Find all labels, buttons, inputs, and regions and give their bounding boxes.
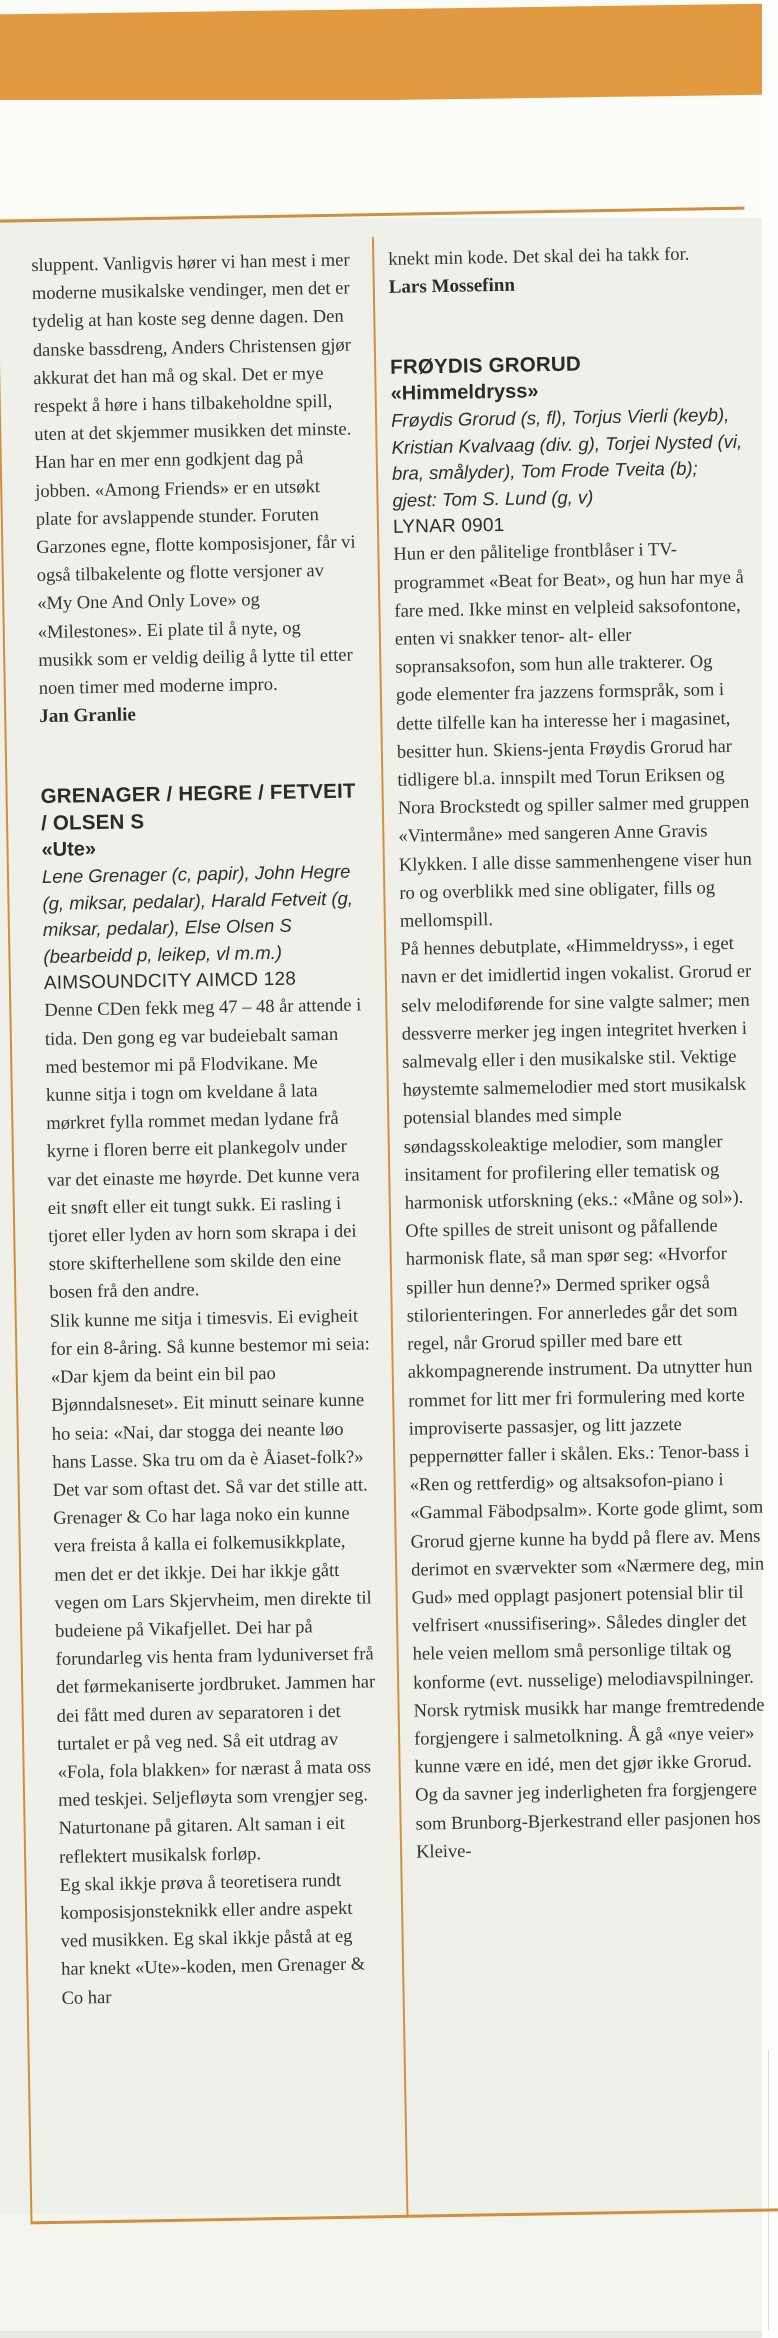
review-text-paragraph: sluppent. Vanligvis hører vi han mest i mer moderne musikalske vendinger, men det er tydelig at han koste seg denne dagen. Den danske bassdreng, Anders Christensen gjør akkurat det han må og skal. Det er mye respekt å høre i hans tilbakeholdne spill, uten at det skjemmer musikken det minste. Han har en mer enn godkjent dag på jobben. «Among Friends» er en utsøkt plate for avslappende stunder. Foruten Garzones egne, flotte komposisjoner, får vi også tilbakelente og flotte versjoner av «My One And Only Love» og «Milestones». Ei plate til å nyte, og musikk som er veldig deilig å lytte til etter noen timer med moderne impro. bbox=[31, 250, 356, 700]
reviewer-byline: Jan Granlie bbox=[39, 704, 136, 728]
right-column bbox=[388, 240, 771, 1867]
review-text-paragraph: Slik kunne me sitja i timesvis. Ei evigheit for ein 8-åring. Så kunne bestemor mi seia: «Dar kjem da beint ein bil pao Bjønndalsneset». Eit minutt seinare kunne ho seia: «Nai, dar stogga dei neante løo hans Lasse. Ska tru om da è Åiaset-folk?» Det var som oftast det. Så var det stille att. bbox=[49, 1306, 370, 1501]
left-column bbox=[31, 247, 382, 2013]
catalog-number: LYNAR 0901 bbox=[392, 515, 505, 539]
musician-credits: Lene Grenager (c, papir), John Hegre (g, miksar, pedalar), Harald Fetveit (g, miksar, pedalar), Else Olsen S (bearbeidd p, leikep, vl m.m.) bbox=[41, 861, 354, 967]
content-frame bbox=[0, 206, 778, 2226]
album-title: «Ute» bbox=[41, 838, 97, 862]
review-text-paragraph: Hun er den pålitelige frontblåser i TV-programmet «Beat for Beat», og hun har mye å fare med. Ikke minst en velpleid saksofontone, enten vi snakker tenor- alt- eller sopransaksofon, som hun alle trakterer. Og gode elementer fra jazzens formspråk, som i dette tilfelle kan ha interesse her i magasinet, besitter hun. Skiens-jenta Frøydis Grorud har tidligere bl.a. innspilt med Torun Eriksen og Nora Brockstedt og spiller salmer med gruppen «Vintermåne» med sangeren Anne Gravis Klykken. I alle disse sammenhengene viser hun ro og overblikk med sine obligater, fills og mellomspill. bbox=[393, 540, 752, 932]
review-artist-heading: FRØYDIS GRORUD bbox=[389, 352, 582, 380]
review-text-paragraph: På hennes debutplate, «Himmeldryss», i eget navn er det imidlertid ingen vokalist. Grorud er selv melodiførende for sine valgte salmer; men dessverre merker jeg ingen integritet hverken i salmevalg eller i den musikalske stil. Vektige høystemte salmemelodier med stort musikalsk potensial blandes med simple søndagsskoleaktige melodier, som mangler insitament for profilering eller tematisk og harmonisk utforskning (eks.: «Måne og sol»). Ofte spilles de streit unisont og påfallende harmonisk flate, så man spør seg: «Hvorfor spiller hun denne?» Dermed spriker også stilorienteringen. For annerledes går det som regel, når Grorud spiller med bare ett akkompagnerende instrument. Da utnytter hun rommet for litt mer fri formulering med korte improviserte passasjer, og litt jazzete peppernøtter faller i skålen. Eks.: Tenor-bass i «Ren og rettferdig» og altsaksofon-piano i «Gammal Fäbodpsalm». Korte gode glimt, som Grorud gjerne kunne ha bydd på flere av. Mens derimot en sværvekter som «Nærmere deg, min Gud» med opplagt pasjonert potensial blir til velfrisert «nussifisering». Således dingler det hele veien mellom små personlige tiltak og konforme (evt. nusselige) melodiavspilninger. bbox=[400, 934, 765, 1694]
review-text-paragraph: Grenager & Co har laga noko ein kunne vera freista å kalla ei folkemusikkplate, men det er det ikkje. Dei har ikkje gått vegen om Lars Skjervheim, men direkte til budeiene på Vikafjellet. Dei har på forundarleg vis henta fram lyduniverset frå det førmekaniserte jordbruket. Jammen har dei fått med duren av separatoren i det turtalet er på veg ned. Så eit utdrag av «Fola, fola blakken» for nærast å mata oss med teskjei. Seljefløyta som vrengjer seg. Naturtonane på gitaren. Alt saman i eit reflektert musikalsk forløp. bbox=[53, 1503, 376, 1868]
review-text-paragraph: Norsk rytmisk musikk har mange fremtredende forgjengere i salmetolkning. Å gå «nye veier» kunne være en idé, men det gjør ikke Grorud. Og da savner jeg inderligheten fra forgjengere som Brunborg-Bjerkestrand eller pasjonen hos Kleive- bbox=[413, 1695, 765, 1863]
top-orange-band bbox=[0, 3, 778, 105]
review-text-paragraph: Eg skal ikkje prøva å teoretisera rundt komposisjonsteknikk eller andre aspekt ved musikken. Eg skal ikkje påstå at eg har knekt «Ute»-koden, men Grenager & Co har bbox=[59, 1870, 366, 2009]
review-section-grenager bbox=[40, 778, 381, 2013]
review-section-grorud bbox=[390, 348, 771, 1867]
review-text-paragraph: Denne CDen fekk meg 47 – 48 år attende i tida. Den gong eg var budeiebalt saman med bestemor mi på Flodvikane. Me kunne sitja i togn om kveldane å lata mørkret fylla rommet medan lydane frå kyrne i floren berre eit plankegolv under var det einaste me høyrde. Det kunne vera eit snøft eller eit tungt sukk. Ei rasling i tjoret eller lyden av horn som skrapa i dei store skifterhellene som skilde den eine bosen frå den andre. bbox=[44, 995, 362, 1304]
catalog-number: AIMSOUNDCITY AIMCD 128 bbox=[43, 969, 297, 995]
musician-credits: Frøydis Grorud (s, fl), Torjus Vierli (keyb), Kristian Kvalvaag (div. g), Torjei Nysted (vi, bra, smålyder), Tom Frode Tveita (b); gjest: Tom S. Lund (g, v) bbox=[390, 404, 743, 511]
scan-bottom-edge bbox=[0, 2331, 762, 2338]
review-artist-heading: GRENAGER / HEGRE / FETVEIT / OLSEN S bbox=[40, 779, 356, 836]
album-title: «Himmeldryss» bbox=[390, 380, 539, 406]
bottom-margin-area bbox=[0, 2214, 762, 2338]
reviewer-byline: Lars Mossefinn bbox=[388, 274, 516, 299]
top-white-gap bbox=[0, 100, 762, 218]
review-text-paragraph: knekt min kode. Det skal dei ha takk for. bbox=[388, 244, 690, 270]
